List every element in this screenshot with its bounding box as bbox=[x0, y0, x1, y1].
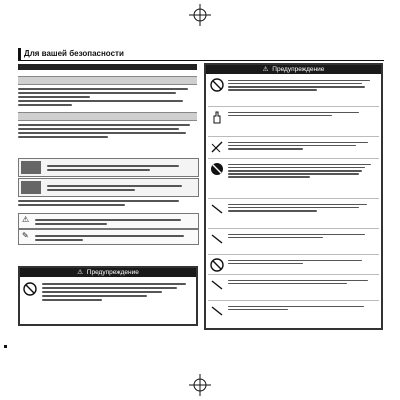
hand-icon bbox=[210, 110, 224, 124]
subsection-2-heading-bar bbox=[18, 112, 197, 121]
slash-icon bbox=[210, 304, 224, 318]
note-box-2 bbox=[18, 229, 199, 245]
prohibited-icon bbox=[210, 258, 224, 272]
subsection-1 bbox=[18, 76, 197, 106]
section-header-bar bbox=[18, 48, 21, 60]
warning-triangle-icon: ⚠ bbox=[77, 269, 83, 276]
left-paragraph-after-rows bbox=[18, 198, 197, 208]
registration-mark-bottom bbox=[189, 374, 211, 396]
left-caption-bar bbox=[18, 64, 197, 70]
prohibited-icon bbox=[210, 162, 224, 176]
left-warning-text bbox=[42, 281, 192, 303]
product-row-1 bbox=[18, 158, 199, 177]
warning-item-1 bbox=[208, 76, 379, 107]
right-warning-box bbox=[204, 63, 383, 330]
warning-item-3 bbox=[208, 138, 379, 159]
warning-item-5 bbox=[208, 200, 379, 229]
warning-item-9 bbox=[208, 302, 379, 322]
section-title: Для вашей безопасности bbox=[24, 49, 124, 58]
subsection-1-heading-bar bbox=[18, 76, 197, 85]
prohibited-icon bbox=[23, 282, 37, 296]
right-warning-title: Предупреждение bbox=[272, 66, 325, 73]
registration-mark-top bbox=[189, 4, 211, 26]
warning-triangle-icon: ⚠ bbox=[262, 66, 269, 73]
section-header bbox=[18, 48, 384, 60]
prohibited-icon bbox=[210, 78, 224, 92]
left-warning-header bbox=[20, 268, 196, 277]
no-disassembly-icon bbox=[210, 140, 224, 154]
left-column bbox=[18, 64, 197, 140]
slash-icon bbox=[210, 202, 224, 216]
right-warning-header bbox=[206, 65, 381, 74]
caution-triangle-icon: ⚠ bbox=[22, 215, 30, 224]
pen-icon: ✎ bbox=[22, 231, 29, 240]
warning-item-6 bbox=[208, 230, 379, 255]
warning-item-8 bbox=[208, 276, 379, 301]
warning-item-4 bbox=[208, 160, 379, 199]
warning-item-7 bbox=[208, 256, 379, 275]
subsection-2-text bbox=[18, 124, 197, 138]
product-row-2 bbox=[18, 178, 199, 197]
slash-icon bbox=[210, 278, 224, 292]
printer-dot bbox=[4, 345, 7, 348]
product-thumbnail-1 bbox=[21, 161, 41, 174]
subsection-1-text bbox=[18, 88, 197, 106]
warning-item-2 bbox=[208, 108, 379, 137]
note-box-1 bbox=[18, 213, 199, 229]
left-warning-title: Предупреждение bbox=[86, 269, 139, 276]
slash-icon bbox=[210, 232, 224, 246]
left-warning-box bbox=[18, 266, 198, 326]
section-header-rule bbox=[18, 60, 384, 61]
product-thumbnail-2 bbox=[21, 181, 41, 194]
subsection-2 bbox=[18, 112, 197, 138]
